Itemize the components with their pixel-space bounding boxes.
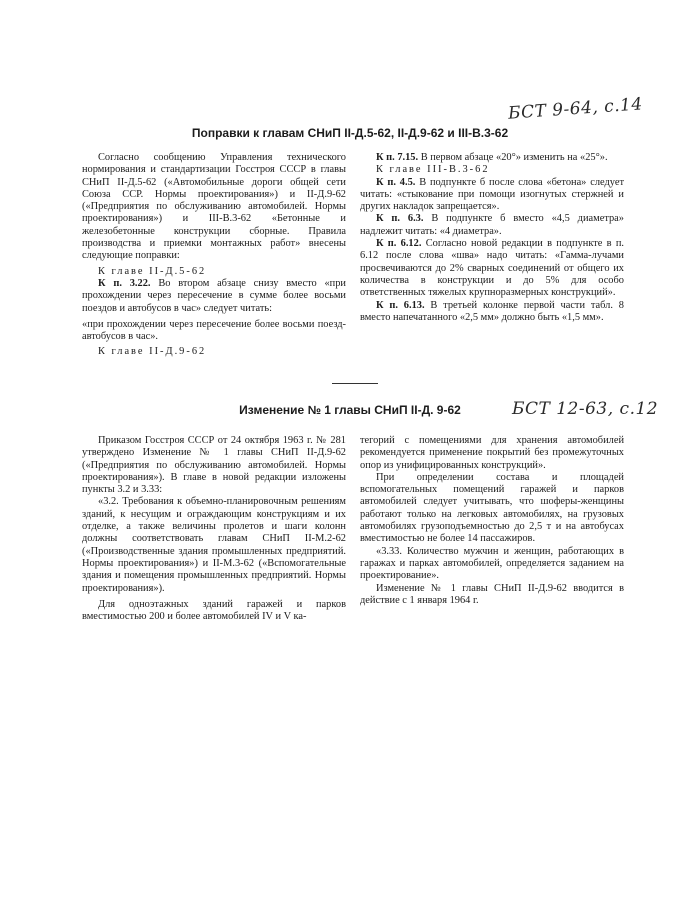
item-label: К п. 6.12. [376,238,422,250]
section2-right-column [360,435,624,607]
subheading: К главе II-Д.9-62 [98,346,207,358]
paragraph: «3.33. Количество мужчин и женщин, работающих в гаражах и парках автомобилей, определяется заданием на проектирование». [360,545,624,582]
paragraph: Изменение № 1 главы СНиП II-Д.9-62 вводится в действие с 1 января 1964 г. [360,582,624,606]
paragraph [360,152,624,164]
item-label: К п. 6.3. [376,213,424,225]
section1-right-column [360,152,624,324]
section2-title: Изменение № 1 главы СНиП II-Д. 9-62 [239,403,461,417]
item-text: Согласно новой редакции в подпункте в п. 6.12 после слова «шва» надо читать: «Гамма-лучами просвечиваются до 2% сварных соединений от общего их количества в конструкции и до 5% для особо ответственных тяжелых крупноразмерных конструкций». [360,238,624,299]
paragraph: Согласно сообщению Управления технического нормирования и стандартизации Госстроя СССР в главы СНиП II-Д.5-62 («Автомобильные дороги общей сети Союза ССР. Нормы проектирования») и II-Д.9-62 («Предприятия по обслуживанию автомобилей. Нормы проектирования») и III-В.3-62 «Бетонные и железобетонные конструкции сборные. Правила производства и приемки монтажных работ» внесены следующие поправки: [82,152,346,262]
item-text: В первом абзаце «20°» изменить на «25°». [420,152,608,163]
paragraph: Приказом Госстроя СССР от 24 октября 1963 г. № 281 утверждено Изменение № 1 главы СНиП II-Д.9-62 («Предприятия по обслуживанию автомобилей. Нормы проектирования»). В главе в новой редакции изложены пункты 3.2 и 3.33: [82,435,346,496]
paragraph: Для одноэтажных зданий гаражей и парков вместимостью 200 и более автомобилей IV и V ка- [82,598,346,623]
section1-left-column [82,152,346,359]
paragraph: «3.2. Требования к объемно-планировочным решениям зданий, к несущим и ограждающим конструкциям и их отделке, а также величины пролетов и шаги колонн должны соответствовать главам СНиП II-М.2-62 («Производственные здания промышленных предприятий. Нормы проектирования») и II-М.3-62 («Вспомогательные здания и помещения промышленных предприятий. Нормы проектирования»). [82,496,346,594]
item-text: В третьей колонке первой части табл. 8 вместо напечатанного «2,5 мм» должно быть «1,5 мм». [360,299,624,323]
subheading: К главе III-В.3-62 [376,164,490,176]
item-text: В подпункте б вместо «4,5 диаметра» надлежит читать: «4 диаметра». [360,213,624,237]
handwritten-reference-2: БСТ 12-63, с.12 [512,399,659,419]
item-label: К п. 3.22. [98,277,151,289]
section1-title: Поправки к главам СНиП II-Д.5-62, II-Д.9-62 и III-В.3-62 [191,126,509,140]
section-divider [332,383,378,384]
paragraph: При определении состава и площадей вспомогательных помещений гаражей и парков автомобилей следует учитывать, что шоферы-женщины работают только на легковых автомобилях, на грузовых автомобилях грузоподъемностью до 2,5 т и на автобусах вместимостью не более 14 пассажиров. [360,471,624,545]
item-label: К п. 7.15. [376,152,419,163]
paragraph [360,213,624,238]
subheading: К главе II-Д.5-62 [98,265,207,277]
item-text: В подпункте б после слова «бетона» следует читать: «стыкование при помощи изогнутых стержней и других накладок запрещается». [360,176,624,213]
item-label: К п. 6.13. [376,299,425,311]
handwritten-reference-1: БСТ 9-64, с.14 [507,94,644,124]
item-text: Во втором абзаце снизу вместо «при прохождении через пересечение в сумме более восьми поездов и автобусов в час» следует читать: [82,277,346,314]
paragraph [360,300,624,325]
paragraph [360,177,624,214]
paragraph [360,238,624,299]
item-label: К п. 4.5. [376,176,416,188]
paragraph: тегорий с помещениями для хранения автомобилей рекомендуется применение покрытий без промежуточных опор из унифицированных конструкций». [360,435,624,471]
quote: «при прохождении через пересечение более восьми поезд-автобусов в час». [82,318,346,343]
section2-left-column [82,435,346,623]
paragraph [82,278,346,315]
